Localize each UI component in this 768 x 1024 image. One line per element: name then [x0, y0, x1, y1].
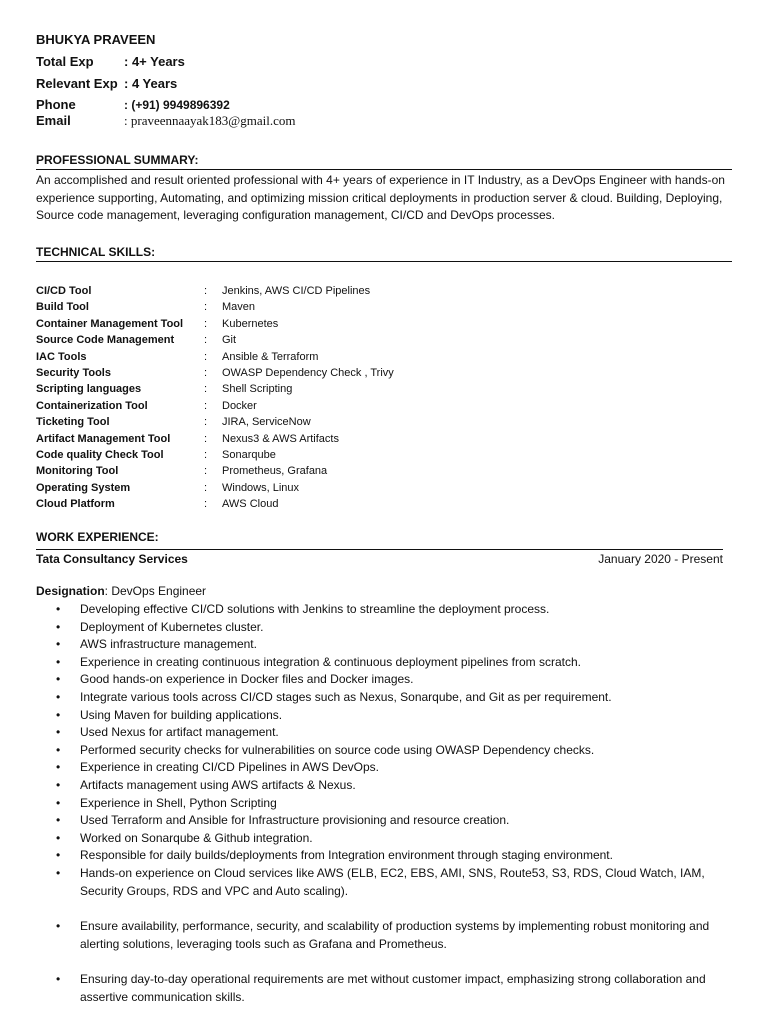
skill-separator: :: [204, 383, 208, 396]
list-item-text: Worked on Sonarqube & Github integration.: [80, 830, 313, 845]
list-item: [56, 759, 746, 777]
skill-value: Sonarqube: [222, 448, 276, 461]
list-item: [56, 707, 746, 725]
skill-separator: :: [204, 301, 208, 314]
list-item-text: Experience in creating CI/CD Pipelines in AWS DevOps.: [80, 760, 380, 775]
list-item-text: Integrate various tools across CI/CD stages such as Nexus, Sonarqube, and Git as per requirement.: [80, 689, 612, 704]
phone-label: Phone: [36, 97, 76, 112]
email-row: [36, 113, 296, 129]
summary-text: An accomplished and result oriented professional with 4+ years of experience in IT Industry, as a DevOps Engineer with hands-on experience supporting, Automating, and optimizing mission critical deployments in production server & cloud. Building, Deploying, Source code management, leveraging configuration management, CI/CD and DevOps processes.: [36, 173, 725, 222]
experience-heading: WORK EXPERIENCE:: [36, 530, 159, 544]
summary-heading: PROFESSIONAL SUMMARY:: [36, 153, 732, 170]
bullet-icon: •: [56, 742, 61, 757]
skill-row: [36, 447, 394, 463]
responsibilities-list: [56, 601, 746, 1006]
skill-label: IAC Tools: [36, 350, 87, 363]
skill-value: Kubernetes: [222, 317, 279, 330]
skill-value: Maven: [222, 301, 256, 314]
skill-label: Container Management Tool: [36, 317, 184, 330]
total-exp-row: [36, 54, 185, 69]
list-item-text: Experience in creating continuous integration & continuous deployment pipelines from scratch.: [80, 654, 581, 669]
list-item: [56, 795, 746, 813]
skill-label: Containerization Tool: [36, 399, 148, 412]
skill-separator: :: [204, 334, 208, 347]
bullet-icon: •: [56, 689, 61, 704]
list-item: [56, 636, 746, 654]
skill-separator: :: [204, 399, 208, 412]
list-item: [56, 671, 746, 689]
skill-label: Artifact Management Tool: [36, 432, 171, 445]
skill-separator: :: [204, 366, 208, 379]
list-item-text: Developing effective CI/CD solutions with Jenkins to streamline the deployment process.: [80, 602, 550, 616]
skill-label: Monitoring Tool: [36, 465, 119, 478]
skill-row: [36, 316, 394, 332]
list-item-text: Used Terraform and Ansible for Infrastructure provisioning and resource creation.: [80, 813, 510, 828]
skill-label: Cloud Platform: [36, 498, 115, 511]
skill-value: Shell Scripting: [222, 383, 293, 396]
relevant-exp-row: [36, 76, 177, 91]
skill-separator: :: [204, 481, 208, 494]
list-item: [56, 777, 746, 795]
list-item: [56, 619, 746, 637]
skill-row: [36, 299, 394, 315]
skill-row: [36, 365, 394, 381]
list-item: [56, 654, 746, 672]
skill-label: Ticketing Tool: [36, 416, 110, 429]
relevant-exp-label: Relevant Exp: [36, 76, 118, 91]
skill-separator: :: [204, 498, 208, 511]
skill-separator: :: [204, 285, 208, 297]
skill-label: Operating System: [36, 481, 131, 494]
list-item-text: Good hands-on experience in Docker files and Docker images.: [80, 672, 414, 687]
skill-row: [36, 431, 394, 447]
bullet-icon: •: [56, 602, 61, 616]
skill-value: Ansible & Terraform: [222, 350, 319, 363]
skill-row: [36, 332, 394, 348]
bullet-icon: •: [56, 619, 61, 634]
list-item: [56, 812, 746, 830]
skill-value: Docker: [222, 399, 257, 412]
list-item-text: Hands-on experience on Cloud services like AWS (ELB, EC2, EBS, AMI, SNS, Route53, S3, RDS, Cloud Watch, IAM, Security Groups, RDS and VPC and Auto scaling).: [80, 865, 705, 898]
designation-value: : DevOps Engineer: [104, 584, 207, 598]
list-item-text: Ensure availability, performance, security, and scalability of production systems by implementing robust monitoring and alerting solutions, leveraging tools such as Grafana and Prometheus.: [80, 919, 710, 951]
skill-value: OWASP Dependency Check , Trivy: [222, 366, 394, 379]
skill-value: Nexus3 & AWS Artifacts: [222, 432, 339, 445]
list-item-text: Experience in Shell, Python Scripting: [80, 795, 277, 810]
skill-row: [36, 398, 394, 414]
list-item: [56, 724, 746, 742]
skill-row: [36, 349, 394, 365]
list-item: [56, 601, 746, 619]
skill-separator: :: [204, 350, 208, 363]
list-item-text: AWS infrastructure management.: [80, 637, 257, 652]
skill-row: [36, 463, 394, 479]
skill-row: [36, 496, 394, 512]
list-item-text: Deployment of Kubernetes cluster.: [80, 619, 264, 634]
skill-separator: :: [204, 317, 208, 330]
bullet-icon: •: [56, 777, 61, 792]
bullet-icon: •: [56, 865, 61, 880]
bullet-icon: •: [56, 760, 61, 775]
skill-value: Windows, Linux: [222, 481, 300, 494]
skill-row: [36, 381, 394, 397]
list-item-text: Performed security checks for vulnerabilities on source code using OWASP Dependency checks.: [80, 742, 595, 757]
list-item-text: Using Maven for building applications.: [80, 707, 283, 722]
email-value[interactable]: : praveennaayak183@gmail.com: [124, 113, 296, 128]
skill-label: Build Tool: [36, 301, 89, 314]
company-name: Tata Consultancy Services: [36, 552, 188, 566]
bullet-icon: •: [56, 795, 61, 810]
list-item-text: Responsible for daily builds/deployments from Integration environment through staging environment.: [80, 848, 613, 863]
list-item: [56, 971, 746, 1006]
bullet-icon: •: [56, 725, 61, 740]
skills-list: [36, 283, 394, 512]
skill-value: AWS Cloud: [222, 498, 279, 511]
skill-label: CI/CD Tool: [36, 285, 92, 297]
total-exp-value: : 4+ Years: [124, 54, 185, 69]
skill-label: Scripting languages: [36, 383, 142, 396]
employment-period: January 2020 - Present: [598, 552, 723, 566]
list-item-text: Artifacts management using AWS artifacts & Nexus.: [80, 777, 356, 792]
bullet-icon: •: [56, 830, 61, 845]
skill-label: Source Code Management: [36, 334, 175, 347]
skill-value: JIRA, ServiceNow: [222, 416, 311, 429]
bullet-icon: •: [56, 707, 61, 722]
bullet-icon: •: [56, 813, 61, 828]
skill-row: [36, 414, 394, 430]
list-item-text: Used Nexus for artifact management.: [80, 725, 279, 740]
relevant-exp-value: : 4 Years: [124, 76, 178, 91]
bullet-icon: •: [56, 848, 61, 863]
bullet-icon: •: [56, 654, 61, 669]
list-item: [56, 918, 746, 953]
list-item: [56, 830, 746, 848]
skill-row: [36, 283, 394, 299]
list-item: [56, 742, 746, 760]
bullet-icon: •: [56, 972, 61, 987]
designation-label: Designation: [36, 584, 105, 598]
list-item: [56, 865, 746, 900]
total-exp-label: Total Exp: [36, 54, 94, 69]
skill-separator: :: [204, 448, 208, 461]
skill-separator: :: [204, 432, 208, 445]
candidate-name: BHUKYA PRAVEEN: [36, 32, 156, 47]
skill-label: Security Tools: [36, 366, 111, 379]
phone-value: : (+91) 9949896392: [124, 98, 230, 112]
bullet-icon: •: [56, 919, 61, 934]
skills-heading: TECHNICAL SKILLS:: [36, 245, 732, 262]
list-item: [56, 689, 746, 707]
skill-label: Code quality Check Tool: [36, 448, 164, 461]
skill-separator: :: [204, 465, 208, 478]
skill-row: [36, 480, 394, 496]
email-label: Email: [36, 113, 71, 128]
skill-value: Git: [222, 334, 237, 347]
list-item-text: Ensuring day-to-day operational requirements are met without customer impact, emphasizing strong collaboration and assertive communication skills.: [80, 972, 706, 1004]
list-item: [56, 847, 746, 865]
skill-value: Jenkins, AWS CI/CD Pipelines: [222, 285, 371, 297]
bullet-icon: •: [56, 637, 61, 652]
skill-separator: :: [204, 416, 208, 429]
designation: [36, 584, 206, 598]
bullet-icon: •: [56, 672, 61, 687]
phone-row: [36, 97, 230, 112]
skill-value: Prometheus, Grafana: [222, 465, 328, 478]
company-row: [36, 549, 723, 566]
